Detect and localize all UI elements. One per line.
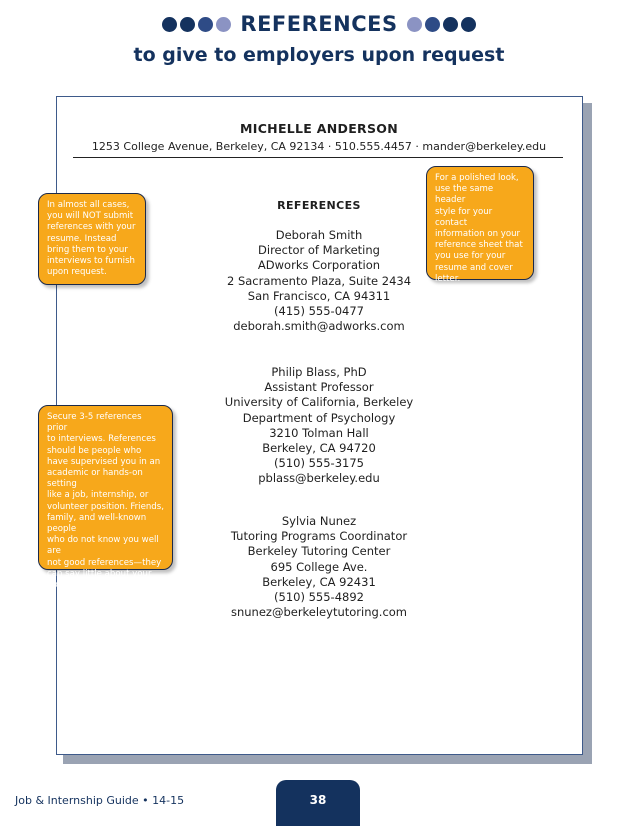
reference-line: Deborah Smith (275, 228, 363, 242)
note-line: you use for your (435, 251, 506, 262)
note-line: you will NOT submit (47, 211, 134, 222)
reference-line: (415) 555-0477 (274, 304, 364, 319)
note-line: academic or hands-on setting (47, 468, 143, 490)
note-line: In almost all cases, (47, 200, 130, 210)
divider (73, 157, 563, 158)
dot-icon (198, 17, 213, 32)
reference-line: Philip Blass, PhD (271, 365, 367, 379)
note-line: reference sheet that (435, 240, 523, 251)
note-line: volunteer position. Friends, (47, 501, 164, 512)
reference-line: Assistant Professor (264, 380, 374, 395)
page-title: REFERENCES (240, 12, 398, 36)
reference-line: Berkeley, CA 94720 (262, 441, 376, 456)
callout-note (38, 405, 173, 591)
note-line: potential for success. (47, 580, 139, 591)
dot-icon (216, 17, 231, 32)
note-line: have supervised you in an (47, 456, 161, 467)
reference-line: Berkeley Tutoring Center (247, 544, 391, 559)
reference-line: 2 Sacramento Plaza, Suite 2434 (226, 273, 412, 288)
note-line: family, and well-known people (47, 512, 147, 535)
note-line: references with your (47, 222, 136, 233)
note-line: to interviews. References (47, 434, 156, 445)
references-heading: REFERENCES (277, 199, 361, 212)
dot-icon (180, 17, 195, 32)
dots-right (407, 17, 476, 32)
note-line: like a job, internship, or (47, 490, 149, 501)
callout-note (426, 166, 534, 284)
note-line: should be people who (47, 445, 142, 456)
reference-line: ADworks Corporation (257, 258, 381, 273)
note-line: style for your contact (435, 206, 493, 228)
note-line: use the same header (435, 184, 494, 206)
reference-line: Department of Psychology (242, 410, 396, 425)
dots-left (162, 17, 231, 32)
reference-line: 3210 Tolman Hall (269, 425, 369, 440)
reference-line: San Francisco, CA 94311 (247, 288, 391, 303)
footer-guide: Job & Internship Guide • 14-15 (15, 794, 185, 807)
note-line: resume and cover (435, 262, 513, 273)
note-line: who do not know you well are (47, 535, 159, 557)
reference-line: Berkeley, CA 92431 (262, 574, 376, 589)
dot-icon (443, 17, 458, 32)
note-line: information on your (435, 229, 521, 240)
reference-line: 695 College Ave. (270, 559, 368, 574)
reference-line: Director of Marketing (258, 243, 380, 258)
dot-icon (162, 17, 177, 32)
reference-line: Tutoring Programs Coordinator (230, 529, 408, 544)
note-line: Secure 3-5 references prior (47, 412, 142, 434)
note-line: bring them to your (47, 244, 128, 255)
reference-line: University of California, Berkeley (224, 395, 414, 410)
dot-icon (425, 17, 440, 32)
note-line: not good references—they (47, 557, 162, 568)
page-header (0, 12, 638, 66)
reference-line: (510) 555-4892 (274, 590, 364, 605)
applicant-contact: 1253 College Avenue, Berkeley, CA 92134 · 510.555.4457 · mander@berkeley.edu (91, 140, 547, 153)
dot-icon (407, 17, 422, 32)
note-line: interviews to furnish (47, 256, 135, 267)
reference-line: Sylvia Nunez (281, 514, 357, 528)
reference-line: pblass@berkeley.edu (258, 471, 380, 486)
applicant-name: MICHELLE ANDERSON (240, 121, 398, 136)
note-line: For a polished look, (435, 173, 519, 183)
reference-line: snunez@berkeleytutoring.com (230, 605, 408, 620)
note-line: upon request. (47, 267, 107, 278)
reference-line: (510) 555-3175 (274, 456, 364, 471)
page-subtitle: to give to employers upon request (133, 44, 505, 66)
dot-icon (461, 17, 476, 32)
note-line: can say little about your (47, 568, 152, 579)
callout-note (38, 193, 146, 285)
note-line: resume. Instead (47, 233, 117, 244)
reference-line: deborah.smith@adworks.com (233, 319, 405, 334)
page-number: 38 (276, 780, 360, 826)
note-line: letter. (435, 273, 461, 284)
